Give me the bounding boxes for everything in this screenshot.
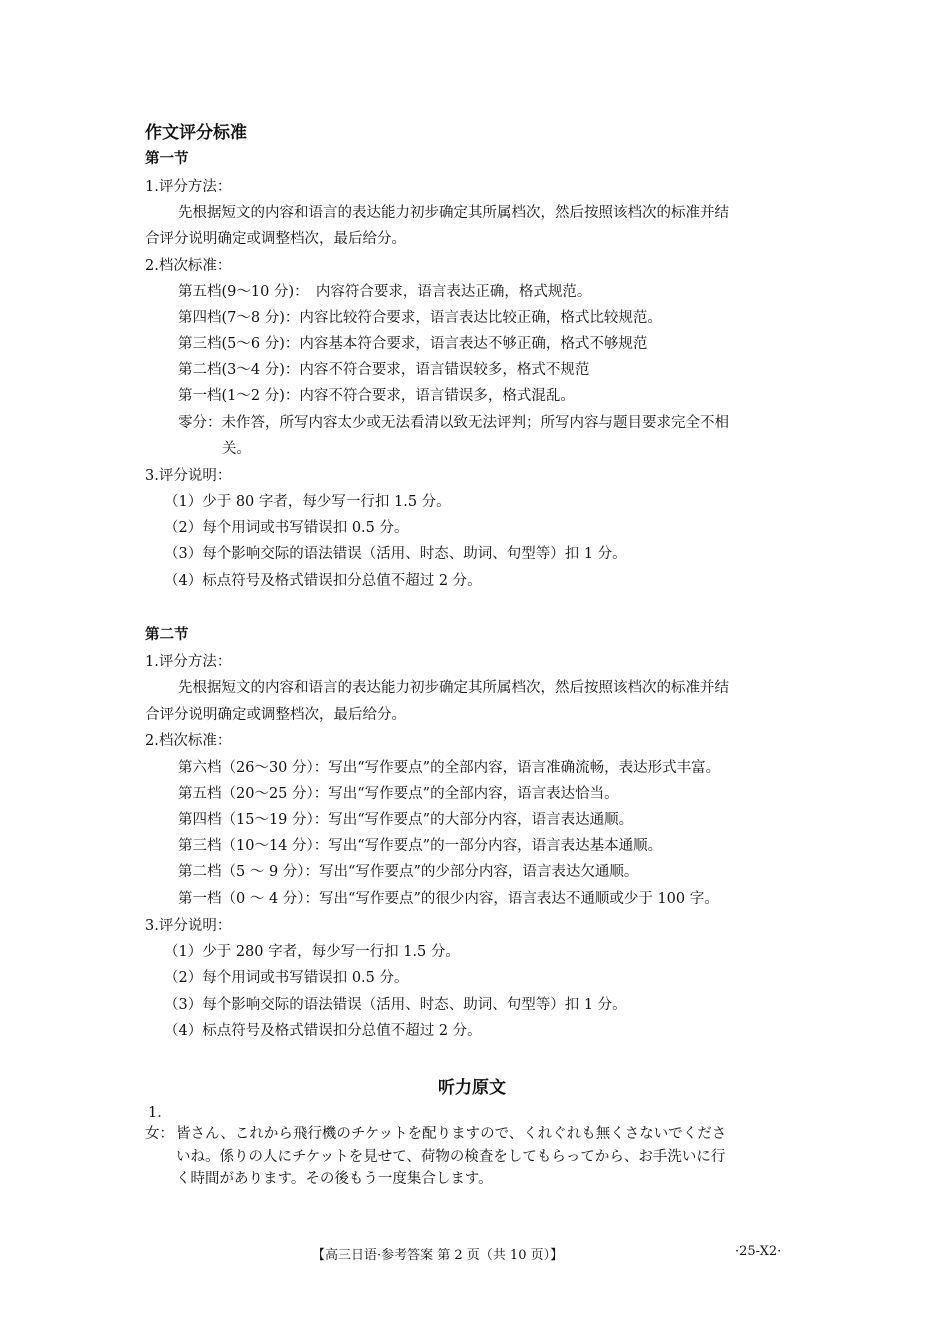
speaker-label: 女：	[145, 1126, 174, 1142]
section1-note: （4）标点符号及格式错误扣分总值不超过 2 分。	[164, 573, 482, 589]
section2-note: （4）标点符号及格式错误扣分总值不超过 2 分。	[164, 1023, 482, 1039]
section2-levels-label: 2.档次标准：	[145, 733, 232, 749]
section1-zero-score: 关。	[222, 441, 251, 457]
section1-level: 第三档(5～6 分)：内容基本符合要求，语言表达不够正确，格式不够规范	[178, 336, 648, 352]
section2-note: （2）每个用词或书写错误扣 0.5 分。	[164, 970, 409, 986]
section1-levels-label: 2.档次标准：	[145, 258, 232, 274]
section1-method-line: 先根据短文的内容和语言的表达能力初步确定其所属档次，然后按照该档次的标准并结	[178, 205, 729, 221]
section1-level: 第四档(7～8 分)：内容比较符合要求，语言表达比较正确，格式比较规范。	[178, 310, 662, 326]
section2-method-label: 1.评分方法：	[145, 654, 232, 670]
section2-level: 第一档（0 ～ 4 分）：写出“写作要点”的很少内容，语言表达不通顺或少于 100 字。	[178, 891, 719, 907]
footer-code: ·25-X2·	[735, 1244, 782, 1259]
question-number: 1．	[148, 1105, 172, 1121]
section2-level: 第三档（10～14 分）：写出“写作要点”的一部分内容，语言表达基本通顺。	[178, 838, 663, 854]
section2-level: 第六档（26～30 分）：写出“写作要点”的全部内容，语言准确流畅，表达形式丰富。	[178, 760, 721, 776]
section1-notes-label: 3.评分说明：	[145, 468, 232, 484]
dialogue-line: く時間があります。その後もう一度集合します。	[176, 1171, 493, 1187]
listening-heading: 听力原文	[438, 1078, 506, 1098]
section1-note: （1）少于 80 字者，每少写一行扣 1.5 分。	[164, 494, 451, 510]
section2-level: 第四档（15～19 分）：写出“写作要点”的大部分内容，语言表达通顺。	[178, 812, 634, 828]
section1-level: 第二档(3～4 分)：内容不符合要求，语言错误较多，格式不规范	[178, 362, 590, 378]
dialogue-line: 皆さん、これから飛行機のチケットを配りますので、くれぐれも無くさないでくださ	[176, 1126, 727, 1142]
section2-note: （3）每个影响交际的语法错误（活用、时态、助词、句型等）扣 1 分。	[164, 997, 627, 1013]
dialogue-line: いね。係りの人にチケットを見せて、荷物の検査をしてもらってから、お手洗いに行	[176, 1149, 726, 1165]
page-title: 作文评分标准	[145, 123, 247, 143]
section1-note: （2）每个用词或书写错误扣 0.5 分。	[164, 520, 409, 536]
section2-notes-label: 3.评分说明：	[145, 918, 232, 934]
section2-level: 第二档（5 ～ 9 分）：写出“写作要点”的少部分内容，语言表达欠通顺。	[178, 864, 639, 880]
section1-method-line: 合评分说明确定或调整档次，最后给分。	[145, 231, 406, 247]
section2-heading: 第二节	[145, 627, 189, 643]
section1-heading: 第一节	[145, 151, 189, 167]
section2-method-line: 合评分说明确定或调整档次，最后给分。	[145, 707, 406, 723]
section1-note: （3）每个影响交际的语法错误（活用、时态、助词、句型等）扣 1 分。	[164, 546, 627, 562]
section1-level: 第五档(9～10 分)： 内容符合要求，语言表达正确，格式规范。	[178, 284, 592, 300]
section2-level: 第五档（20～25 分）：写出“写作要点”的全部内容，语言表达恰当。	[178, 786, 619, 802]
section1-zero-score: 零分：未作答，所写内容太少或无法看清以致无法评判；所写内容与题目要求完全不相	[178, 415, 729, 431]
section1-method-label: 1.评分方法：	[145, 179, 232, 195]
section1-level: 第一档(1～2 分)：内容不符合要求，语言错误多，格式混乱。	[178, 388, 575, 404]
section2-note: （1）少于 280 字者，每少写一行扣 1.5 分。	[164, 944, 460, 960]
section2-method-line: 先根据短文的内容和语言的表达能力初步确定其所属档次，然后按照该档次的标准并结	[178, 680, 729, 696]
footer-page-info: 【高三日语·参考答案 第 2 页（共 10 页）】	[312, 1248, 564, 1263]
